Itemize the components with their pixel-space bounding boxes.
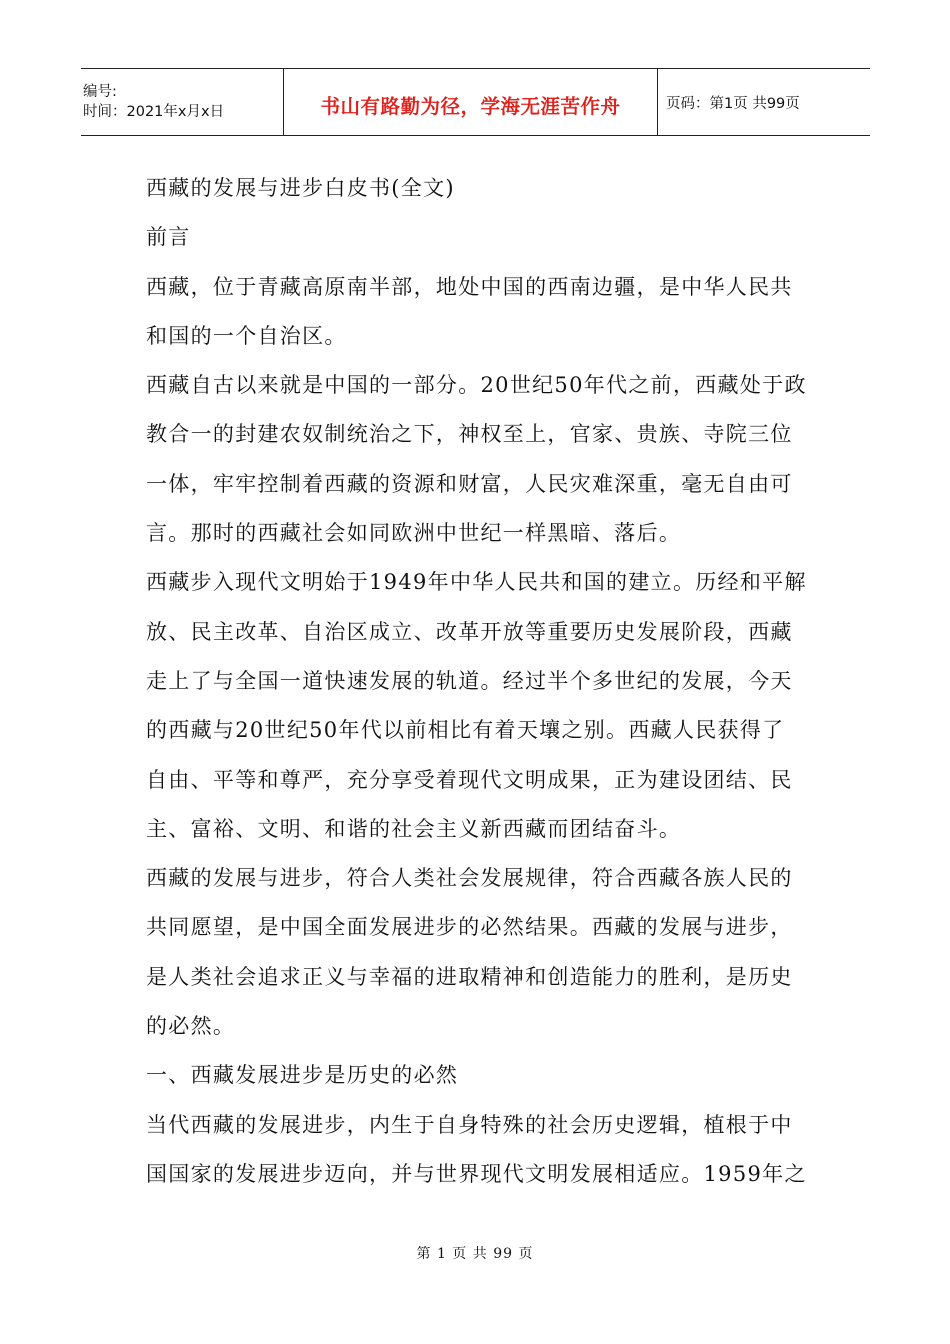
body-line: 走上了与全国一道快速发展的轨道。经过半个多世纪的发展，今天 — [146, 668, 793, 693]
body-line: 西藏步入现代文明始于1949年中华人民共和国的建立。历经和平解 — [146, 570, 807, 595]
body-line: 共同愿望，是中国全面发展进步的必然结果。西藏的发展与进步， — [146, 915, 793, 940]
header-meta — [81, 69, 283, 135]
body-line: 西藏自古以来就是中国的一部分。20世纪50年代之前，西藏处于政 — [146, 373, 807, 398]
body-line: 和国的一个自治区。 — [146, 323, 347, 348]
document-header — [81, 68, 870, 136]
number-label: 编号: — [83, 84, 117, 100]
document-title: 西藏的发展与进步白皮书(全文) — [146, 176, 455, 200]
body-line: 当代西藏的发展进步，内生于自身特殊的社会历史逻辑，植根于中 — [146, 1112, 793, 1137]
body-line: 言。那时的西藏社会如同欧洲中世纪一样黑暗、落后。 — [146, 521, 682, 546]
body-line: 西藏，位于青藏高原南半部，地处中国的西南边疆，是中华人民共 — [146, 274, 793, 299]
time-label: 时间：2021年x月x日 — [83, 104, 225, 120]
document-body — [146, 164, 806, 1199]
section-heading: 一、西藏发展进步是历史的必然 — [146, 1063, 459, 1088]
body-line: 教合一的封建农奴制统治之下，神权至上，官家、贵族、寺院三位 — [146, 422, 793, 447]
body-line: 主、富裕、文明、和谐的社会主义新西藏而团结奋斗。 — [146, 816, 682, 841]
motto-text: 书山有路勤为径，学海无涯苦作舟 — [320, 95, 621, 118]
body-line: 的西藏与20世纪50年代以前相比有着天壤之别。西藏人民获得了 — [146, 718, 785, 743]
body-line: 一体，牢牢控制着西藏的资源和财富，人民灾难深重，毫无自由可 — [146, 471, 793, 496]
header-motto-cell — [283, 69, 658, 135]
body-line: 的必然。 — [146, 1014, 236, 1039]
body-line: 国国家的发展进步迈向，并与世界现代文明发展相适应。1959年之 — [146, 1161, 807, 1186]
body-line: 是人类社会追求正义与幸福的进取精神和创造能力的胜利，是历史 — [146, 964, 793, 989]
body-line: 放、民主改革、自治区成立、改革开放等重要历史发展阶段，西藏 — [146, 619, 793, 644]
page-info: 页码：第1页 共99页 — [666, 95, 800, 112]
section-heading-preface: 前言 — [146, 225, 191, 250]
body-line: 西藏的发展与进步，符合人类社会发展规律，符合西藏各族人民的 — [146, 866, 793, 891]
body-line: 自由、平等和尊严，充分享受着现代文明成果，正为建设团结、民 — [146, 767, 793, 792]
page-footer: 第 1 页 共 99 页 — [416, 1246, 534, 1262]
header-page-cell — [658, 69, 870, 135]
